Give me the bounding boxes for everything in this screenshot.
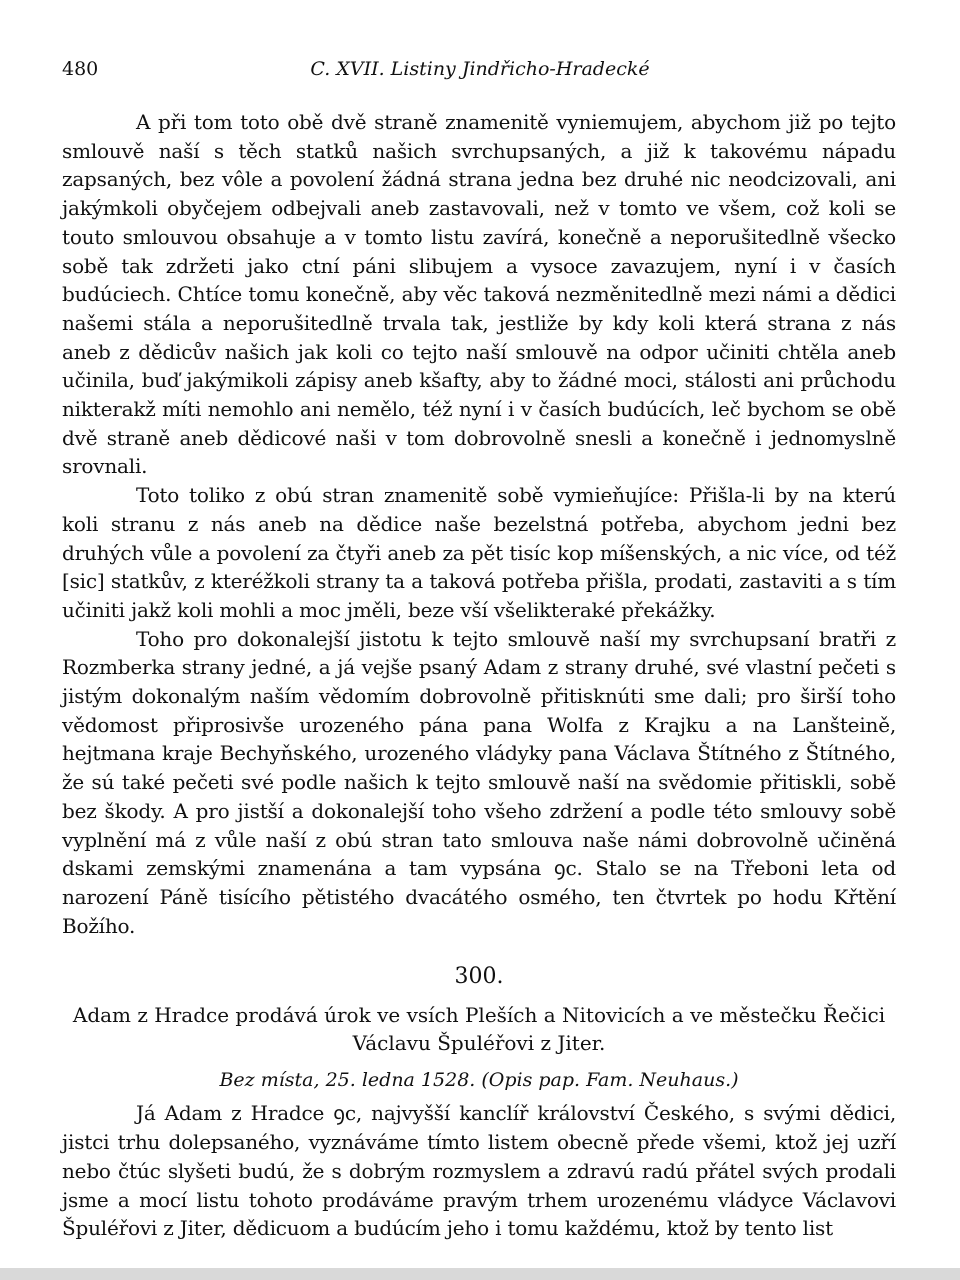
page-body (62, 108, 896, 1243)
page-header (62, 58, 898, 88)
paragraph: A při tom toto obě dvě straně znamenitě vyniemujem, abychom již po tejto smlouvě naší s těch statků našich svrchupsaných, a již k takovému nápadu zapsaných, bez vôle a povolení žádná strana jedna bez druhé nic neodcizovali, ani jakýmkoli obyčejem odbejvali aneb zastavovali, než v tomto ve všem, což koli se touto smlouvou obsahuje a v tomto listu zavírá, konečně a neporušitedlně všecko sobě tak zdržeti jako ctní páni slibujem a vysoce zavazujem, nyní i v časích budúciech. Chtíce tomu konečně, aby věc taková nezměnitedlně mezi námi a dědici našemi stála a neporušitedlně trvala tak, jestliže by kdy koli která strana z nás aneb z dědicův našich jak koli co tejto naší smlouvě na odpor učiniti chtěla aneb učinila, buď jakýmikoli zápisy aneb kšafty, aby to žádné moci, stálosti ani průchodu nikterakž míti nemohlo ani nemělo, též nyní i v časích budúcích, leč bychom se obě dvě straně aneb dědicové naši v tom dobrovolně snesli a konečně i jednomyslně srovnali. (62, 110, 896, 479)
running-title: C. XVII. Listiny Jindřicho-Hradecké (310, 58, 650, 80)
document-source: Bez místa, 25. ledna 1528. (Opis pap. Fam. Neuhaus.) (219, 1069, 739, 1092)
page-number: 480 (62, 58, 99, 80)
document-text: Já Adam z Hradce ꝯc, najvyšší kanclíř království Českého, s svými dědici, jistci trhu dolepsaného, vyznáváme tímto listem obecně přede všemi, ktož jej uzří nebo čtúc slyšeti budú, že s dobrým rozmyslem a zdravú radú přátel svých prodali jsme a mocí listu tohoto prodáváme pravým trhem urozenému vládyce Václavovi Špuléřovi z Jiter, dědicuom a budúcím jeho i tomu každému, ktož by tento list (62, 1101, 896, 1241)
paragraph: Toho pro dokonalejší jistotu k tejto smlouvě naší my svrchupsaní bratři z Rozmberka strany jedné, a já vejše psaný Adam z strany druhé, své vlastní pečeti s jistým dokonalým naším vědomím dobrovolně přitisknúti sme dali; pro širší toho vědomost připrosivše urozeného pána pana Wolfa z Krajku a na Lanšteině, hejtmana kraje Bechyňského, urozeného vládyky pana Václava Štítného z Štítného, že sú také pečeti své podle našich k tejto smlouvě naší na svědomie přitiskli, sobě bez škody. A pro jistší a dokonalejší toho všeho zdržení a podle této smlouvy sobě vyplnění má z vůle naší z obú stran tato smlouva naše námi dobrovolně učiněná dskami zemskými znamenána a tam vypsána ꝯc. Stalo se na Třeboni leta od narození Páně tisícího pětistého dvacátého osmého, ten čtvrtek po hodu Křtění Božího. (62, 626, 896, 938)
document-number: 300. (454, 964, 504, 990)
document-summary: Adam z Hradce prodává úrok ve vsích Pleších a Nitovicích a ve městečku Řečici Václavu Špuléřovi z Jiter. (72, 1003, 886, 1056)
scan-edge (0, 1268, 960, 1280)
paragraph: Toto toliko z obú stran znamenitě sobě vymieňujíce: Přišla-li by na kterú koli stranu z nás aneb na dědice naše bezelstná potřeba, abychom jedni bez druhých vůle a povolení za čtyři aneb za pět tisíc kop míšenských, a nic více, od též [sic] statkův, z kteréžkoli strany ta a taková potřeba přišla, prodati, zastaviti a s tím učiniti jakž koli mohli a moc jměli, beze vší všelikteraké překážky. (62, 483, 896, 622)
